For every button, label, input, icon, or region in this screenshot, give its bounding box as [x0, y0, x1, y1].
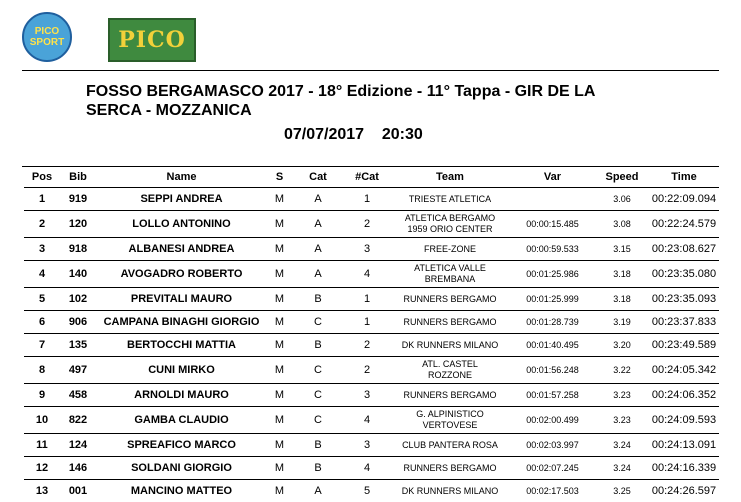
col-header: Time [649, 167, 719, 188]
cat-rank-cell: 1 [344, 188, 390, 211]
cat-cell: B [292, 457, 344, 480]
cat-rank-cell: 2 [344, 357, 390, 384]
col-header: Name [96, 167, 267, 188]
speed-cell: 3.20 [595, 334, 649, 357]
table-header-row [24, 167, 719, 188]
team-line-1: RUNNERS BERGAMO [390, 463, 510, 474]
cat-rank-cell: 2 [344, 211, 390, 238]
cat-cell: B [292, 288, 344, 311]
team-cell [390, 261, 510, 288]
sex-cell: M [267, 407, 292, 434]
cat-cell: B [292, 434, 344, 457]
sex-cell: M [267, 238, 292, 261]
name-cell: GAMBA CLAUDIO [96, 407, 267, 434]
time-cell: 00:23:35.080 [649, 261, 719, 288]
name-cell: SOLDANI GIORGIO [96, 457, 267, 480]
logo-text-top: PICO [35, 26, 59, 37]
bib-cell: 497 [60, 357, 96, 384]
team-line-1: RUNNERS BERGAMO [390, 390, 510, 401]
sex-cell: M [267, 288, 292, 311]
var-cell: 00:02:00.499 [510, 407, 595, 434]
name-cell: CUNI MIRKO [96, 357, 267, 384]
team-line-1: DK RUNNERS MILANO [390, 340, 510, 351]
pos-cell: 7 [24, 334, 60, 357]
cat-rank-cell: 3 [344, 434, 390, 457]
cat-rank-cell: 1 [344, 288, 390, 311]
name-cell: ARNOLDI MAURO [96, 384, 267, 407]
event-time: 20:30 [382, 126, 423, 143]
pos-cell: 4 [24, 261, 60, 288]
col-header: Bib [60, 167, 96, 188]
time-cell: 00:23:37.833 [649, 311, 719, 334]
team-line-1: RUNNERS BERGAMO [390, 294, 510, 305]
page-title [86, 82, 666, 120]
team-line-1: RUNNERS BERGAMO [390, 317, 510, 328]
var-cell: 00:01:25.999 [510, 288, 595, 311]
speed-cell: 3.15 [595, 238, 649, 261]
team-line-2: 1959 ORIO CENTER [390, 224, 510, 235]
sex-cell: M [267, 480, 292, 502]
var-cell [510, 188, 595, 211]
table-row [24, 334, 719, 357]
time-cell: 00:24:26.597 [649, 480, 719, 502]
cat-cell: A [292, 211, 344, 238]
name-cell: CAMPANA BINAGHI GIORGIO [96, 311, 267, 334]
pos-cell: 3 [24, 238, 60, 261]
name-cell: AVOGADRO ROBERTO [96, 261, 267, 288]
col-header: Var [510, 167, 595, 188]
bib-cell: 102 [60, 288, 96, 311]
team-cell [390, 457, 510, 480]
time-cell: 00:24:16.339 [649, 457, 719, 480]
pos-cell: 9 [24, 384, 60, 407]
var-cell: 00:02:03.997 [510, 434, 595, 457]
team-line-1: ATL. CASTEL [390, 359, 510, 370]
col-header: Speed [595, 167, 649, 188]
speed-cell: 3.22 [595, 357, 649, 384]
table-row [24, 434, 719, 457]
cat-rank-cell: 4 [344, 407, 390, 434]
table-row [24, 238, 719, 261]
team-cell [390, 384, 510, 407]
sex-cell: M [267, 357, 292, 384]
name-cell: LOLLO ANTONINO [96, 211, 267, 238]
name-cell: SEPPI ANDREA [96, 188, 267, 211]
table-row [24, 480, 719, 502]
team-cell [390, 188, 510, 211]
bib-cell: 146 [60, 457, 96, 480]
cat-rank-cell: 4 [344, 457, 390, 480]
pos-cell: 8 [24, 357, 60, 384]
banner-logo-text: PICO [118, 27, 186, 53]
sex-cell: M [267, 434, 292, 457]
team-line-1: CLUB PANTERA ROSA [390, 440, 510, 451]
speed-cell: 3.23 [595, 384, 649, 407]
bib-cell: 120 [60, 211, 96, 238]
cat-cell: B [292, 334, 344, 357]
bib-cell: 001 [60, 480, 96, 502]
cat-rank-cell: 4 [344, 261, 390, 288]
event-datetime [284, 126, 423, 144]
var-cell: 00:01:25.986 [510, 261, 595, 288]
sex-cell: M [267, 261, 292, 288]
time-cell: 00:22:24.579 [649, 211, 719, 238]
table-row [24, 261, 719, 288]
team-line-1: TRIESTE ATLETICA [390, 194, 510, 205]
cat-cell: A [292, 261, 344, 288]
time-cell: 00:22:09.094 [649, 188, 719, 211]
speed-cell: 3.24 [595, 457, 649, 480]
var-cell: 00:02:07.245 [510, 457, 595, 480]
time-cell: 00:23:49.589 [649, 334, 719, 357]
time-cell: 00:24:05.342 [649, 357, 719, 384]
pos-cell: 11 [24, 434, 60, 457]
var-cell: 00:01:56.248 [510, 357, 595, 384]
team-line-1: ATLETICA VALLE [390, 263, 510, 274]
cat-rank-cell: 3 [344, 238, 390, 261]
table-row [24, 188, 719, 211]
cat-cell: C [292, 357, 344, 384]
bib-cell: 458 [60, 384, 96, 407]
speed-cell: 3.18 [595, 261, 649, 288]
bib-cell: 918 [60, 238, 96, 261]
bib-cell: 135 [60, 334, 96, 357]
team-line-1: G. ALPINISTICO [390, 409, 510, 420]
col-header: #Cat [344, 167, 390, 188]
team-cell [390, 238, 510, 261]
var-cell: 00:00:59.533 [510, 238, 595, 261]
bib-cell: 906 [60, 311, 96, 334]
sex-cell: M [267, 311, 292, 334]
team-line-1: DK RUNNERS MILANO [390, 486, 510, 497]
team-line-1: ATLETICA BERGAMO [390, 213, 510, 224]
speed-cell: 3.18 [595, 288, 649, 311]
pos-cell: 1 [24, 188, 60, 211]
name-cell: SPREAFICO MARCO [96, 434, 267, 457]
table-row [24, 384, 719, 407]
team-line-2: BREMBANA [390, 274, 510, 285]
pos-cell: 6 [24, 311, 60, 334]
var-cell: 00:02:17.503 [510, 480, 595, 502]
col-header: Pos [24, 167, 60, 188]
sex-cell: M [267, 188, 292, 211]
sex-cell: M [267, 457, 292, 480]
pos-cell: 13 [24, 480, 60, 502]
speed-cell: 3.06 [595, 188, 649, 211]
title-line-1: FOSSO BERGAMASCO 2017 - 18° Edizione - 11° Tappa - GIR DE LA [86, 82, 666, 101]
cat-rank-cell: 1 [344, 311, 390, 334]
cat-cell: A [292, 238, 344, 261]
time-cell: 00:24:09.593 [649, 407, 719, 434]
bib-cell: 919 [60, 188, 96, 211]
event-date: 07/07/2017 [284, 126, 364, 143]
table-row [24, 457, 719, 480]
pos-cell: 2 [24, 211, 60, 238]
sex-cell: M [267, 334, 292, 357]
table-row [24, 288, 719, 311]
col-header: Cat [292, 167, 344, 188]
time-cell: 00:24:06.352 [649, 384, 719, 407]
title-line-2: SERCA - MOZZANICA [86, 101, 666, 120]
cat-rank-cell: 3 [344, 384, 390, 407]
header-divider [22, 70, 719, 71]
team-cell [390, 334, 510, 357]
bib-cell: 124 [60, 434, 96, 457]
time-cell: 00:24:13.091 [649, 434, 719, 457]
speed-cell: 3.19 [595, 311, 649, 334]
logo-text-bottom: SPORT [30, 37, 64, 48]
cat-rank-cell: 2 [344, 334, 390, 357]
speed-cell: 3.08 [595, 211, 649, 238]
results-table [24, 167, 719, 502]
name-cell: MANCINO MATTEO [96, 480, 267, 502]
team-line-1: FREE-ZONE [390, 244, 510, 255]
pico-banner-logo [108, 18, 196, 62]
time-cell: 00:23:35.093 [649, 288, 719, 311]
team-cell [390, 434, 510, 457]
table-row [24, 407, 719, 434]
cat-cell: A [292, 188, 344, 211]
team-cell [390, 211, 510, 238]
speed-cell: 3.23 [595, 407, 649, 434]
table-row [24, 311, 719, 334]
team-cell [390, 288, 510, 311]
team-cell [390, 407, 510, 434]
table-row [24, 357, 719, 384]
team-line-2: VERTOVESE [390, 420, 510, 431]
col-header: Team [390, 167, 510, 188]
sex-cell: M [267, 384, 292, 407]
bib-cell: 140 [60, 261, 96, 288]
time-cell: 00:23:08.627 [649, 238, 719, 261]
name-cell: PREVITALI MAURO [96, 288, 267, 311]
team-line-2: ROZZONE [390, 370, 510, 381]
name-cell: BERTOCCHI MATTIA [96, 334, 267, 357]
var-cell: 00:01:57.258 [510, 384, 595, 407]
pico-sport-logo [22, 12, 72, 62]
cat-rank-cell: 5 [344, 480, 390, 502]
col-header: S [267, 167, 292, 188]
cat-cell: C [292, 311, 344, 334]
var-cell: 00:01:28.739 [510, 311, 595, 334]
pos-cell: 12 [24, 457, 60, 480]
cat-cell: A [292, 480, 344, 502]
var-cell: 00:01:40.495 [510, 334, 595, 357]
team-cell [390, 311, 510, 334]
table-row [24, 211, 719, 238]
bib-cell: 822 [60, 407, 96, 434]
speed-cell: 3.25 [595, 480, 649, 502]
sex-cell: M [267, 211, 292, 238]
name-cell: ALBANESI ANDREA [96, 238, 267, 261]
team-cell [390, 357, 510, 384]
cat-cell: C [292, 407, 344, 434]
cat-cell: C [292, 384, 344, 407]
pos-cell: 5 [24, 288, 60, 311]
team-cell [390, 480, 510, 502]
var-cell: 00:00:15.485 [510, 211, 595, 238]
speed-cell: 3.24 [595, 434, 649, 457]
pos-cell: 10 [24, 407, 60, 434]
